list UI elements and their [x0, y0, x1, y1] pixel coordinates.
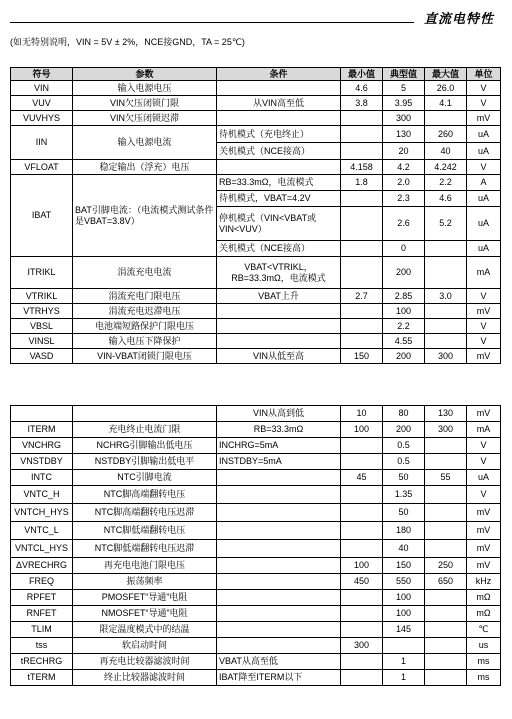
min-cell — [341, 486, 383, 504]
max-cell: 300 — [425, 422, 467, 438]
max-cell: 4.1 — [425, 96, 467, 111]
min-cell: 100 — [341, 558, 383, 574]
min-cell: 10 — [341, 406, 383, 422]
cond-cell — [217, 574, 341, 590]
symbol-cell: ITERM — [11, 422, 73, 438]
table-row — [11, 438, 501, 454]
col-typ: 典型值 — [383, 68, 425, 81]
unit-cell: mV — [467, 111, 501, 126]
cond-cell: 待机模式，VBAT=4.2V — [217, 191, 341, 207]
typ-cell: 2.6 — [383, 207, 425, 241]
table-row — [11, 486, 501, 504]
min-cell — [341, 257, 383, 289]
param-cell: NTC脚高端翻转电压迟滞 — [73, 504, 217, 522]
min-cell — [341, 319, 383, 334]
cond-cell: 待机模式（充电终止） — [217, 126, 341, 143]
max-cell — [425, 606, 467, 622]
symbol-cell: IIN — [11, 126, 73, 160]
cond-cell: 停机模式（VIN<VBAT或VIN<VUV） — [217, 207, 341, 241]
unit-cell: mV — [467, 504, 501, 522]
max-cell: 300 — [425, 349, 467, 364]
table-row — [11, 81, 501, 96]
max-cell: 2.2 — [425, 175, 467, 191]
min-cell — [341, 241, 383, 257]
symbol-cell: VIN — [11, 81, 73, 96]
cond-cell: VBAT<VTRIKL，RB=33.3mΩ，电流模式 — [217, 257, 341, 289]
typ-cell: 0 — [383, 241, 425, 257]
unit-cell: mA — [467, 257, 501, 289]
max-cell — [425, 590, 467, 606]
min-cell — [341, 606, 383, 622]
min-cell — [341, 438, 383, 454]
min-cell — [341, 304, 383, 319]
max-cell — [425, 540, 467, 558]
max-cell: 3.0 — [425, 289, 467, 304]
param-cell: 输入电压下降保护 — [73, 334, 217, 349]
param-cell: 再充电比较器滤波时间 — [73, 654, 217, 670]
symbol-cell: VINSL — [11, 334, 73, 349]
param-cell: 限定温度模式中的结温 — [73, 622, 217, 638]
typ-cell: 550 — [383, 574, 425, 590]
unit-cell: uA — [467, 143, 501, 160]
cond-cell: RB=33.3mΩ，电流模式 — [217, 175, 341, 191]
unit-cell: mV — [467, 558, 501, 574]
cond-cell — [217, 590, 341, 606]
table-row — [11, 470, 501, 486]
table-row — [11, 175, 501, 191]
typ-cell: 100 — [383, 304, 425, 319]
unit-cell: mΩ — [467, 606, 501, 622]
unit-cell: mΩ — [467, 590, 501, 606]
min-cell — [341, 540, 383, 558]
typ-cell: 200 — [383, 422, 425, 438]
unit-cell: ℃ — [467, 622, 501, 638]
max-cell — [425, 241, 467, 257]
table-row — [11, 126, 501, 143]
typ-cell: 4.55 — [383, 334, 425, 349]
typ-cell: 0.5 — [383, 438, 425, 454]
param-cell: 软启动时间 — [73, 638, 217, 654]
table-row — [11, 590, 501, 606]
max-cell — [425, 670, 467, 686]
max-cell — [425, 334, 467, 349]
unit-cell: V — [467, 454, 501, 470]
max-cell — [425, 454, 467, 470]
max-cell: 250 — [425, 558, 467, 574]
unit-cell: mV — [467, 522, 501, 540]
cond-cell: VIN从高到低 — [217, 406, 341, 422]
min-cell — [341, 334, 383, 349]
symbol-cell: VNTC_L — [11, 522, 73, 540]
col-symbol: 符号 — [11, 68, 73, 81]
param-cell: NTC脚低端翻转电压迟滞 — [73, 540, 217, 558]
param-cell: VIN-VBAT闭锁门限电压 — [73, 349, 217, 364]
symbol-cell: VASD — [11, 349, 73, 364]
unit-cell: mV — [467, 349, 501, 364]
param-cell: BAT引脚电流：（电流模式测试条件是VBAT=3.8V） — [73, 175, 217, 257]
symbol-cell: VBSL — [11, 319, 73, 334]
min-cell: 450 — [341, 574, 383, 590]
table-row — [11, 334, 501, 349]
symbol-cell: ITRIKL — [11, 257, 73, 289]
symbol-cell: VNCHRG — [11, 438, 73, 454]
typ-cell: 0.5 — [383, 454, 425, 470]
param-cell: 振荡频率 — [73, 574, 217, 590]
test-conditions: (如无特别说明，VIN = 5V ± 2%，NCE接GND，TA = 25℃) — [10, 37, 245, 47]
cond-cell — [217, 304, 341, 319]
max-cell — [425, 622, 467, 638]
min-cell: 45 — [341, 470, 383, 486]
unit-cell: ms — [467, 670, 501, 686]
typ-cell: 5 — [383, 81, 425, 96]
unit-cell: V — [467, 486, 501, 504]
typ-cell: 2.85 — [383, 289, 425, 304]
symbol-cell: VNTCL_HYS — [11, 540, 73, 558]
unit-cell: mA — [467, 422, 501, 438]
param-cell: NCHRG引脚输出低电压 — [73, 438, 217, 454]
table-row — [11, 454, 501, 470]
cond-cell — [217, 470, 341, 486]
typ-cell: 100 — [383, 590, 425, 606]
typ-cell: 3.95 — [383, 96, 425, 111]
min-cell — [341, 654, 383, 670]
param-cell — [73, 406, 217, 422]
cond-cell: VIN从低至高 — [217, 349, 341, 364]
typ-cell: 300 — [383, 111, 425, 126]
symbol-cell: ΔVRECHRG — [11, 558, 73, 574]
unit-cell: kHz — [467, 574, 501, 590]
min-cell: 150 — [341, 349, 383, 364]
cond-cell — [217, 622, 341, 638]
symbol-cell: VUVHYS — [11, 111, 73, 126]
unit-cell: V — [467, 319, 501, 334]
min-cell — [341, 454, 383, 470]
min-cell: 2.7 — [341, 289, 383, 304]
symbol-cell: VNTC_H — [11, 486, 73, 504]
typ-cell: 40 — [383, 540, 425, 558]
cond-cell — [217, 638, 341, 654]
min-cell: 3.8 — [341, 96, 383, 111]
symbol-cell: tRECHRG — [11, 654, 73, 670]
cond-cell — [217, 606, 341, 622]
typ-cell: 20 — [383, 143, 425, 160]
symbol-cell: RPFET — [11, 590, 73, 606]
symbol-cell: FREQ — [11, 574, 73, 590]
table-row — [11, 654, 501, 670]
symbol-cell: VTRHYS — [11, 304, 73, 319]
cond-cell — [217, 334, 341, 349]
max-cell — [425, 638, 467, 654]
max-cell: 650 — [425, 574, 467, 590]
symbol-cell: TLIM — [11, 622, 73, 638]
min-cell — [341, 670, 383, 686]
max-cell: 4.242 — [425, 160, 467, 175]
param-cell: 再充电电池门限电压 — [73, 558, 217, 574]
param-cell: 涓流充电门限电压 — [73, 289, 217, 304]
unit-cell: V — [467, 334, 501, 349]
cond-cell — [217, 504, 341, 522]
dc-characteristics-table-continued — [10, 405, 501, 686]
min-cell: 300 — [341, 638, 383, 654]
typ-cell: 145 — [383, 622, 425, 638]
unit-cell: V — [467, 438, 501, 454]
typ-cell: 50 — [383, 504, 425, 522]
cond-cell — [217, 540, 341, 558]
cond-cell — [217, 522, 341, 540]
param-cell: 电池端短路保护门限电压 — [73, 319, 217, 334]
min-cell — [341, 191, 383, 207]
cond-cell: IBAT降至ITERM以下 — [217, 670, 341, 686]
typ-cell: 1 — [383, 670, 425, 686]
table-row — [11, 111, 501, 126]
symbol-cell: tTERM — [11, 670, 73, 686]
header-rule — [10, 22, 414, 23]
table-row — [11, 319, 501, 334]
symbol-cell: VFLOAT — [11, 160, 73, 175]
param-cell: 稳定输出（浮充）电压 — [73, 160, 217, 175]
cond-cell: VBAT从高至低 — [217, 654, 341, 670]
max-cell — [425, 111, 467, 126]
table-header-row — [11, 68, 501, 81]
cond-cell — [217, 558, 341, 574]
unit-cell: mV — [467, 304, 501, 319]
cond-cell: VBAT上升 — [217, 289, 341, 304]
min-cell — [341, 111, 383, 126]
unit-cell: us — [467, 638, 501, 654]
unit-cell: mV — [467, 406, 501, 422]
typ-cell: 130 — [383, 126, 425, 143]
symbol-cell: tss — [11, 638, 73, 654]
min-cell: 4.158 — [341, 160, 383, 175]
max-cell: 40 — [425, 143, 467, 160]
param-cell: VIN欠压闭锁门限 — [73, 96, 217, 111]
col-min: 最小值 — [341, 68, 383, 81]
col-unit: 单位 — [467, 68, 501, 81]
table-row — [11, 304, 501, 319]
typ-cell: 150 — [383, 558, 425, 574]
cond-cell — [217, 81, 341, 96]
typ-cell: 80 — [383, 406, 425, 422]
param-cell: 涓流充电迟滞电压 — [73, 304, 217, 319]
symbol-cell: VNTCH_HYS — [11, 504, 73, 522]
min-cell — [341, 590, 383, 606]
table-row — [11, 540, 501, 558]
max-cell — [425, 654, 467, 670]
max-cell — [425, 438, 467, 454]
typ-cell: 200 — [383, 349, 425, 364]
typ-cell: 1.35 — [383, 486, 425, 504]
param-cell: 终止比较器滤波时间 — [73, 670, 217, 686]
min-cell — [341, 143, 383, 160]
symbol-cell — [11, 406, 73, 422]
symbol-cell: IBAT — [11, 175, 73, 257]
min-cell: 100 — [341, 422, 383, 438]
unit-cell: V — [467, 96, 501, 111]
symbol-cell: VTRIKL — [11, 289, 73, 304]
table-row — [11, 257, 501, 289]
symbol-cell: INTC — [11, 470, 73, 486]
table-row — [11, 574, 501, 590]
unit-cell: ms — [467, 654, 501, 670]
dc-characteristics-table — [10, 67, 501, 364]
table-row — [11, 558, 501, 574]
symbol-cell: VUV — [11, 96, 73, 111]
max-cell — [425, 304, 467, 319]
max-cell: 55 — [425, 470, 467, 486]
typ-cell: 100 — [383, 606, 425, 622]
min-cell: 4.6 — [341, 81, 383, 96]
min-cell — [341, 126, 383, 143]
param-cell: NTC脚低端翻转电压 — [73, 522, 217, 540]
symbol-cell: VNSTDBY — [11, 454, 73, 470]
table-row — [11, 289, 501, 304]
typ-cell: 2.0 — [383, 175, 425, 191]
min-cell — [341, 207, 383, 241]
table-row — [11, 622, 501, 638]
cond-cell: INCHRG=5mA — [217, 438, 341, 454]
cond-cell — [217, 111, 341, 126]
min-cell — [341, 522, 383, 540]
unit-cell: V — [467, 160, 501, 175]
max-cell: 5.2 — [425, 207, 467, 241]
max-cell — [425, 486, 467, 504]
cond-cell: 关机模式（NCE接高） — [217, 143, 341, 160]
symbol-cell: RNFET — [11, 606, 73, 622]
max-cell — [425, 319, 467, 334]
cond-cell: INSTDBY=5mA — [217, 454, 341, 470]
cond-cell — [217, 486, 341, 504]
col-condition: 条件 — [217, 68, 341, 81]
max-cell — [425, 257, 467, 289]
table-row — [11, 349, 501, 364]
cond-cell: RB=33.3mΩ — [217, 422, 341, 438]
unit-cell: uA — [467, 191, 501, 207]
param-cell: VIN欠压闭锁迟滞 — [73, 111, 217, 126]
unit-cell: uA — [467, 470, 501, 486]
col-max: 最大值 — [425, 68, 467, 81]
cond-cell: 从VIN高至低 — [217, 96, 341, 111]
param-cell: NTC脚高端翻转电压 — [73, 486, 217, 504]
table-row — [11, 670, 501, 686]
table-row — [11, 160, 501, 175]
param-cell: 输入电源电流 — [73, 126, 217, 160]
max-cell: 26.0 — [425, 81, 467, 96]
typ-cell: 1 — [383, 654, 425, 670]
max-cell — [425, 522, 467, 540]
max-cell — [425, 504, 467, 522]
unit-cell: uA — [467, 126, 501, 143]
cond-cell — [217, 160, 341, 175]
param-cell: PMOSFET“导通”电阻 — [73, 590, 217, 606]
max-cell: 4.6 — [425, 191, 467, 207]
min-cell — [341, 504, 383, 522]
unit-cell: A — [467, 175, 501, 191]
param-cell: NTC引脚电流 — [73, 470, 217, 486]
typ-cell: 2.3 — [383, 191, 425, 207]
col-parameter: 参数 — [73, 68, 217, 81]
typ-cell: 2.2 — [383, 319, 425, 334]
max-cell: 130 — [425, 406, 467, 422]
unit-cell: V — [467, 81, 501, 96]
param-cell: 充电终止电流门限 — [73, 422, 217, 438]
param-cell: NMOSFET“导通”电阻 — [73, 606, 217, 622]
table-row — [11, 606, 501, 622]
min-cell: 1.8 — [341, 175, 383, 191]
table-row — [11, 522, 501, 540]
cond-cell — [217, 319, 341, 334]
typ-cell: 50 — [383, 470, 425, 486]
min-cell — [341, 622, 383, 638]
param-cell: NSTDBY引脚输出低电平 — [73, 454, 217, 470]
table-row — [11, 504, 501, 522]
table-row — [11, 406, 501, 422]
unit-cell: uA — [467, 207, 501, 241]
typ-cell: 4.2 — [383, 160, 425, 175]
param-cell: 涓流充电电流 — [73, 257, 217, 289]
table-row — [11, 422, 501, 438]
table-row — [11, 96, 501, 111]
typ-cell — [383, 638, 425, 654]
table-row — [11, 638, 501, 654]
unit-cell: uA — [467, 241, 501, 257]
max-cell: 260 — [425, 126, 467, 143]
section-title: 直流电特性 — [424, 11, 495, 26]
typ-cell: 200 — [383, 257, 425, 289]
unit-cell: V — [467, 289, 501, 304]
param-cell: 输入电源电压 — [73, 81, 217, 96]
typ-cell: 180 — [383, 522, 425, 540]
cond-cell: 关机模式（NCE接高） — [217, 241, 341, 257]
unit-cell: mV — [467, 540, 501, 558]
